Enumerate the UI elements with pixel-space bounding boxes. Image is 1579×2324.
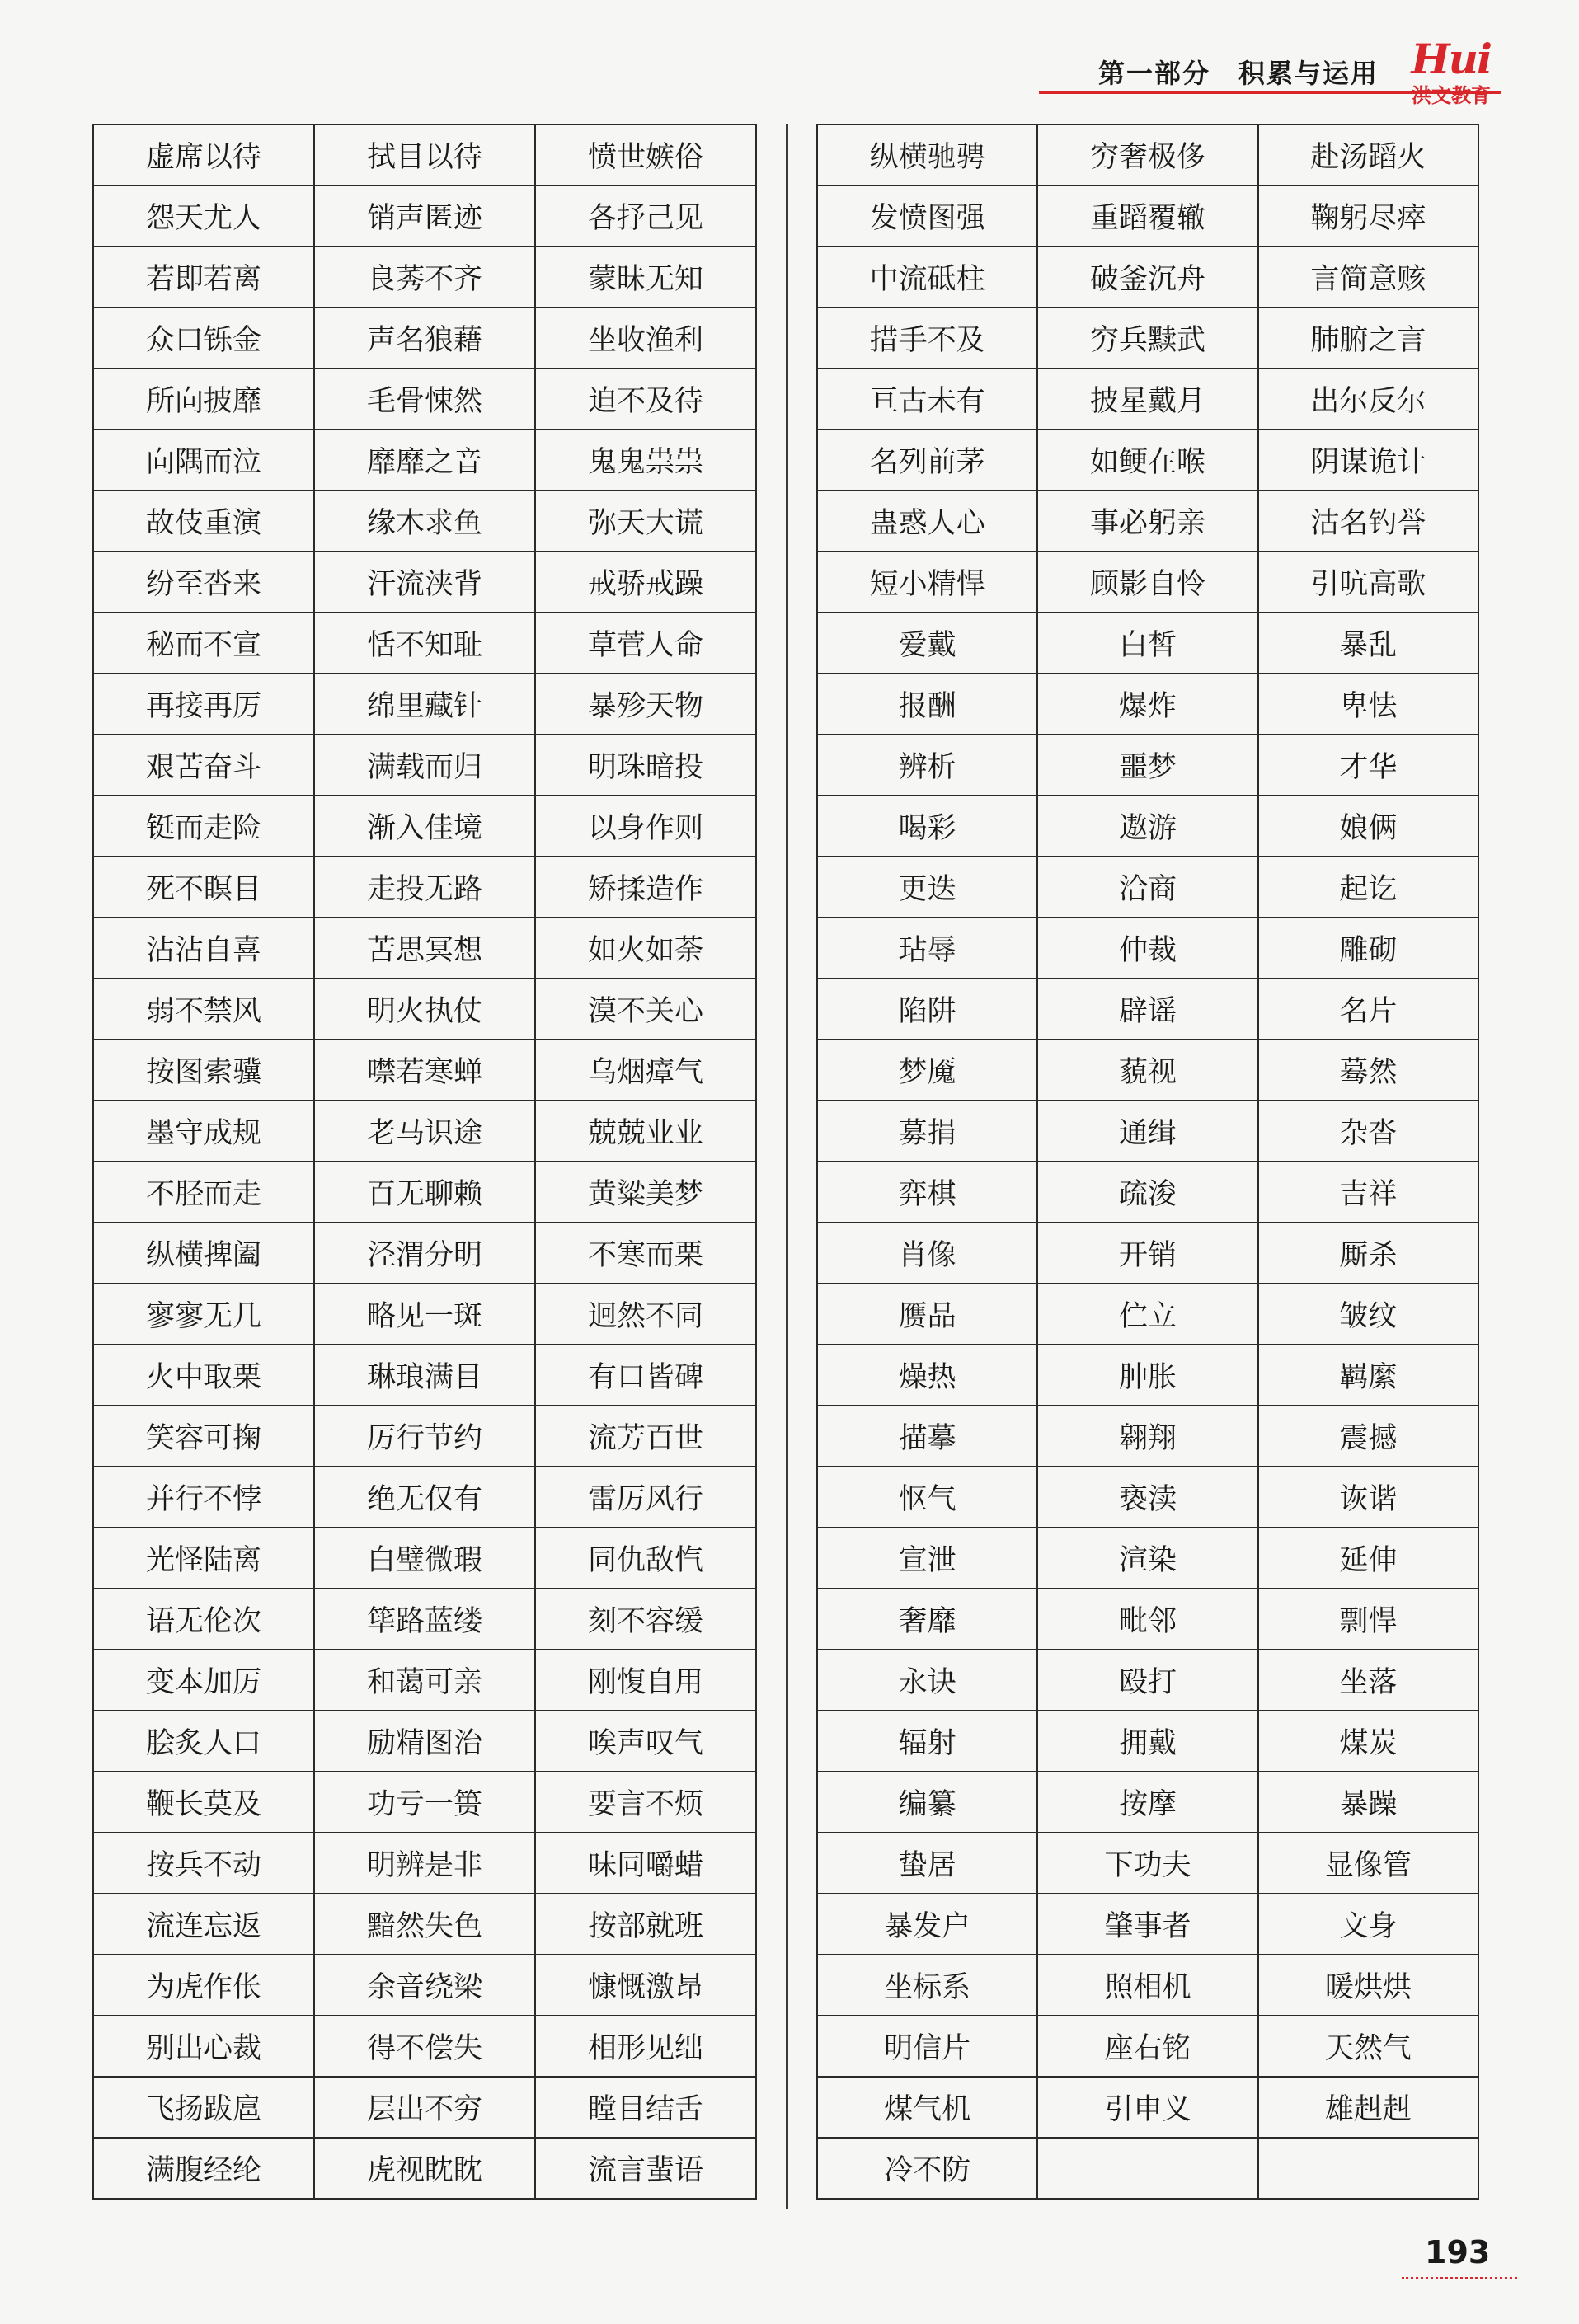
table-row xyxy=(817,979,1478,1040)
word-cell: 刚愎自用 xyxy=(535,1650,756,1711)
word-cell: 梦魇 xyxy=(817,1040,1037,1101)
word-cell: 毗邻 xyxy=(1037,1589,1257,1650)
word-cell: 销声匿迹 xyxy=(314,185,535,246)
word-cell: 更迭 xyxy=(817,857,1037,918)
table-row xyxy=(817,857,1478,918)
table-row xyxy=(817,613,1478,674)
table-row xyxy=(93,1528,756,1589)
word-cell: 报酬 xyxy=(817,674,1037,735)
word-cell: 慷慨激昂 xyxy=(535,1955,756,2016)
table-row xyxy=(817,1040,1478,1101)
word-cell: 和蔼可亲 xyxy=(314,1650,535,1711)
table-row xyxy=(817,491,1478,552)
word-cell: 愤世嫉俗 xyxy=(535,124,756,185)
word-cell: 余音绕梁 xyxy=(314,1955,535,2016)
word-cell: 流连忘返 xyxy=(93,1894,314,1955)
page-number: 193 xyxy=(1425,2234,1491,2270)
word-cell: 永诀 xyxy=(817,1650,1037,1711)
word-cell: 以身作则 xyxy=(535,796,756,857)
word-cell: 纷至沓来 xyxy=(93,552,314,613)
word-cell: 满腹经纶 xyxy=(93,2138,314,2199)
word-cell: 引吭高歌 xyxy=(1258,552,1478,613)
word-cell: 伫立 xyxy=(1037,1284,1257,1345)
word-cell: 穷兵黩武 xyxy=(1037,308,1257,369)
word-cell: 沾沾自喜 xyxy=(93,918,314,979)
table-row xyxy=(93,1650,756,1711)
publisher-logo xyxy=(1389,35,1491,109)
word-cell: 厮杀 xyxy=(1258,1223,1478,1284)
word-cell: 喝彩 xyxy=(817,796,1037,857)
word-cell: 中流砥柱 xyxy=(817,246,1037,308)
word-cell: 辐射 xyxy=(817,1711,1037,1772)
word-cell: 草菅人命 xyxy=(535,613,756,674)
table-row xyxy=(93,1894,756,1955)
word-cell: 洽商 xyxy=(1037,857,1257,918)
word-cell: 飞扬跋扈 xyxy=(93,2077,314,2138)
table-row xyxy=(817,796,1478,857)
word-cell: 怄气 xyxy=(817,1467,1037,1528)
word-cell: 绝无仅有 xyxy=(314,1467,535,1528)
table-row xyxy=(817,1101,1478,1162)
word-cell: 照相机 xyxy=(1037,1955,1257,2016)
word-cell: 瞠目结舌 xyxy=(535,2077,756,2138)
word-cell: 再接再厉 xyxy=(93,674,314,735)
word-cell: 乌烟瘴气 xyxy=(535,1040,756,1101)
word-cell: 秘而不宣 xyxy=(93,613,314,674)
word-cell: 描摹 xyxy=(817,1406,1037,1467)
word-cell: 刻不容缓 xyxy=(535,1589,756,1650)
word-cell: 明信片 xyxy=(817,2016,1037,2077)
table-row xyxy=(817,2138,1478,2199)
word-cell: 死不瞑目 xyxy=(93,857,314,918)
word-cell: 娘俩 xyxy=(1258,796,1478,857)
word-cell: 绵里藏针 xyxy=(314,674,535,735)
table-row xyxy=(93,1955,756,2016)
column-divider xyxy=(786,124,788,2209)
word-cell: 开销 xyxy=(1037,1223,1257,1284)
word-cell: 各抒己见 xyxy=(535,185,756,246)
table-row xyxy=(817,246,1478,308)
table-row xyxy=(93,308,756,369)
word-cell: 唉声叹气 xyxy=(535,1711,756,1772)
word-cell: 短小精悍 xyxy=(817,552,1037,613)
word-cell: 按图索骥 xyxy=(93,1040,314,1101)
table-row xyxy=(93,2077,756,2138)
table-row xyxy=(93,613,756,674)
word-cell: 穷奢极侈 xyxy=(1037,124,1257,185)
word-cell: 渲染 xyxy=(1037,1528,1257,1589)
word-cell: 漠不关心 xyxy=(535,979,756,1040)
table-row xyxy=(817,1894,1478,1955)
word-cell: 白皙 xyxy=(1037,613,1257,674)
table-row xyxy=(93,1711,756,1772)
table-row xyxy=(817,1406,1478,1467)
word-cell: 故伎重演 xyxy=(93,491,314,552)
table-row xyxy=(93,2138,756,2199)
word-cell: 老马识途 xyxy=(314,1101,535,1162)
word-cell: 靡靡之音 xyxy=(314,430,535,491)
word-cell: 艰苦奋斗 xyxy=(93,735,314,796)
word-cell: 语无伦次 xyxy=(93,1589,314,1650)
word-cell: 白璧微瑕 xyxy=(314,1528,535,1589)
word-cell: 下功夫 xyxy=(1037,1833,1257,1894)
word-cell: 引申义 xyxy=(1037,2077,1257,2138)
table-row xyxy=(93,430,756,491)
table-row xyxy=(817,1223,1478,1284)
word-cell: 沽名钓誉 xyxy=(1258,491,1478,552)
word-cell: 蛊惑人心 xyxy=(817,491,1037,552)
word-cell: 宣泄 xyxy=(817,1528,1037,1589)
word-cell: 显像管 xyxy=(1258,1833,1478,1894)
word-cell: 若即若离 xyxy=(93,246,314,308)
word-cell: 鬼鬼祟祟 xyxy=(535,430,756,491)
table-row xyxy=(93,1040,756,1101)
word-cell: 寥寥无几 xyxy=(93,1284,314,1345)
word-cell: 百无聊赖 xyxy=(314,1162,535,1223)
word-cell: 暴躁 xyxy=(1258,1772,1478,1833)
word-cell: 延伸 xyxy=(1258,1528,1478,1589)
word-cell: 走投无路 xyxy=(314,857,535,918)
table-row xyxy=(93,918,756,979)
word-cell: 雷厉风行 xyxy=(535,1467,756,1528)
table-row xyxy=(93,857,756,918)
left-word-table xyxy=(92,124,757,2200)
word-cell: 层出不穷 xyxy=(314,2077,535,2138)
word-cell: 煤气机 xyxy=(817,2077,1037,2138)
table-row xyxy=(817,1284,1478,1345)
word-cell: 编纂 xyxy=(817,1772,1037,1833)
table-row xyxy=(817,674,1478,735)
word-cell: 破釜沉舟 xyxy=(1037,246,1257,308)
word-cell: 流言蜚语 xyxy=(535,2138,756,2199)
table-row xyxy=(817,1528,1478,1589)
word-cell: 要言不烦 xyxy=(535,1772,756,1833)
table-row xyxy=(817,308,1478,369)
table-row xyxy=(93,674,756,735)
table-row xyxy=(93,491,756,552)
table-row xyxy=(93,185,756,246)
word-cell: 缘木求鱼 xyxy=(314,491,535,552)
word-cell: 雕砌 xyxy=(1258,918,1478,979)
word-cell: 脍炙人口 xyxy=(93,1711,314,1772)
word-cell: 翱翔 xyxy=(1037,1406,1257,1467)
word-cell: 火中取栗 xyxy=(93,1345,314,1406)
section-title: 第一部分 积累与运用 xyxy=(1097,58,1379,89)
word-cell: 卑怯 xyxy=(1258,674,1478,735)
table-row xyxy=(817,124,1478,185)
word-cell xyxy=(1037,2138,1257,2199)
word-cell: 相形见绌 xyxy=(535,2016,756,2077)
word-cell: 暴发户 xyxy=(817,1894,1037,1955)
word-cell: 变本加厉 xyxy=(93,1650,314,1711)
word-cell: 筚路蓝缕 xyxy=(314,1589,535,1650)
table-row xyxy=(93,1223,756,1284)
table-row xyxy=(817,2016,1478,2077)
word-cell: 虚席以待 xyxy=(93,124,314,185)
word-cell: 略见一斑 xyxy=(314,1284,535,1345)
table-row xyxy=(817,185,1478,246)
word-cell: 迥然不同 xyxy=(535,1284,756,1345)
word-cell: 虎视眈眈 xyxy=(314,2138,535,2199)
word-cell: 剽悍 xyxy=(1258,1589,1478,1650)
word-cell: 鞠躬尽瘁 xyxy=(1258,185,1478,246)
word-cell: 座右铭 xyxy=(1037,2016,1257,2077)
table-row xyxy=(817,735,1478,796)
word-cell: 所向披靡 xyxy=(93,369,314,430)
word-cell: 励精图治 xyxy=(314,1711,535,1772)
word-cell: 坐收渔利 xyxy=(535,308,756,369)
table-row xyxy=(817,1772,1478,1833)
table-row xyxy=(93,369,756,430)
word-cell: 恬不知耻 xyxy=(314,613,535,674)
word-cell: 辨析 xyxy=(817,735,1037,796)
word-cell: 文身 xyxy=(1258,1894,1478,1955)
word-cell: 按兵不动 xyxy=(93,1833,314,1894)
word-cell: 铤而走险 xyxy=(93,796,314,857)
word-cell: 拭目以待 xyxy=(314,124,535,185)
word-cell: 如火如荼 xyxy=(535,918,756,979)
table-row xyxy=(93,124,756,185)
table-row xyxy=(817,552,1478,613)
word-cell: 藐视 xyxy=(1037,1040,1257,1101)
word-cell: 弥天大谎 xyxy=(535,491,756,552)
word-cell: 有口皆碑 xyxy=(535,1345,756,1406)
word-cell: 毛骨悚然 xyxy=(314,369,535,430)
table-row xyxy=(93,735,756,796)
word-cell: 明火执仗 xyxy=(314,979,535,1040)
word-cell: 纵横驰骋 xyxy=(817,124,1037,185)
word-cell: 暴乱 xyxy=(1258,613,1478,674)
table-row xyxy=(93,1345,756,1406)
table-row xyxy=(817,918,1478,979)
word-cell: 燥热 xyxy=(817,1345,1037,1406)
table-row xyxy=(93,1589,756,1650)
word-cell: 爱戴 xyxy=(817,613,1037,674)
word-cell: 仲裁 xyxy=(1037,918,1257,979)
word-cell: 矫揉造作 xyxy=(535,857,756,918)
word-cell: 赝品 xyxy=(817,1284,1037,1345)
table-row xyxy=(93,1162,756,1223)
word-cell: 按部就班 xyxy=(535,1894,756,1955)
word-cell: 众口铄金 xyxy=(93,308,314,369)
word-cell: 亘古未有 xyxy=(817,369,1037,430)
table-row xyxy=(93,246,756,308)
word-cell: 羁縻 xyxy=(1258,1345,1478,1406)
word-cell: 奢靡 xyxy=(817,1589,1037,1650)
word-cell: 不寒而栗 xyxy=(535,1223,756,1284)
word-cell: 为虎作伥 xyxy=(93,1955,314,2016)
table-row xyxy=(93,1467,756,1528)
table-row xyxy=(93,1284,756,1345)
word-cell: 冷不防 xyxy=(817,2138,1037,2199)
logo-mark: Hui xyxy=(1411,35,1491,83)
word-cell: 肺腑之言 xyxy=(1258,308,1478,369)
word-cell: 功亏一篑 xyxy=(314,1772,535,1833)
word-cell: 汗流浃背 xyxy=(314,552,535,613)
word-cell: 募捐 xyxy=(817,1101,1037,1162)
word-cell: 杂沓 xyxy=(1258,1101,1478,1162)
word-cell: 披星戴月 xyxy=(1037,369,1257,430)
word-cell: 不胫而走 xyxy=(93,1162,314,1223)
word-cell: 向隅而泣 xyxy=(93,430,314,491)
word-cell: 暖烘烘 xyxy=(1258,1955,1478,2016)
page-header xyxy=(1039,35,1501,109)
table-row xyxy=(817,1345,1478,1406)
word-cell: 厉行节约 xyxy=(314,1406,535,1467)
word-cell: 顾影自怜 xyxy=(1037,552,1257,613)
word-cell: 按摩 xyxy=(1037,1772,1257,1833)
table-row xyxy=(93,2016,756,2077)
word-cell: 发愤图强 xyxy=(817,185,1037,246)
word-cell: 鞭长莫及 xyxy=(93,1772,314,1833)
table-row xyxy=(93,1101,756,1162)
word-cell: 良莠不齐 xyxy=(314,246,535,308)
word-cell: 出尔反尔 xyxy=(1258,369,1478,430)
word-cell: 通缉 xyxy=(1037,1101,1257,1162)
table-row xyxy=(817,1589,1478,1650)
word-cell: 戒骄戒躁 xyxy=(535,552,756,613)
word-cell: 味同嚼蜡 xyxy=(535,1833,756,1894)
word-cell: 兢兢业业 xyxy=(535,1101,756,1162)
table-row xyxy=(817,1467,1478,1528)
word-cell: 亵渎 xyxy=(1037,1467,1257,1528)
word-cell: 坐落 xyxy=(1258,1650,1478,1711)
word-cell: 煤炭 xyxy=(1258,1711,1478,1772)
word-cell: 遨游 xyxy=(1037,796,1257,857)
word-cell: 殴打 xyxy=(1037,1650,1257,1711)
word-cell: 黄粱美梦 xyxy=(535,1162,756,1223)
word-cell: 肖像 xyxy=(817,1223,1037,1284)
word-cell: 纵横捭阖 xyxy=(93,1223,314,1284)
table-row xyxy=(93,552,756,613)
word-cell: 名片 xyxy=(1258,979,1478,1040)
word-cell: 暴殄天物 xyxy=(535,674,756,735)
word-cell: 爆炸 xyxy=(1037,674,1257,735)
table-row xyxy=(93,1406,756,1467)
word-cell: 怨天尤人 xyxy=(93,185,314,246)
word-cell: 别出心裁 xyxy=(93,2016,314,2077)
table-row xyxy=(93,1833,756,1894)
table-row xyxy=(817,2077,1478,2138)
word-cell xyxy=(1258,2138,1478,2199)
word-cell: 疏浚 xyxy=(1037,1162,1257,1223)
table-row xyxy=(817,369,1478,430)
word-cell: 肇事者 xyxy=(1037,1894,1257,1955)
table-row xyxy=(93,979,756,1040)
word-cell: 明辨是非 xyxy=(314,1833,535,1894)
word-cell: 阴谋诡计 xyxy=(1258,430,1478,491)
word-cell: 蒙昧无知 xyxy=(535,246,756,308)
word-cell: 苦思冥想 xyxy=(314,918,535,979)
word-cell: 泾渭分明 xyxy=(314,1223,535,1284)
table-row xyxy=(817,1955,1478,2016)
word-cell: 陷阱 xyxy=(817,979,1037,1040)
table-row xyxy=(817,1650,1478,1711)
right-word-table xyxy=(816,124,1479,2200)
word-cell: 笑容可掬 xyxy=(93,1406,314,1467)
table-row xyxy=(817,1162,1478,1223)
word-cell: 声名狼藉 xyxy=(314,308,535,369)
word-cell: 渐入佳境 xyxy=(314,796,535,857)
word-cell: 噤若寒蝉 xyxy=(314,1040,535,1101)
table-row xyxy=(817,1711,1478,1772)
table-row xyxy=(817,430,1478,491)
table-row xyxy=(93,796,756,857)
word-cell: 蛰居 xyxy=(817,1833,1037,1894)
word-cell: 言简意赅 xyxy=(1258,246,1478,308)
word-cell: 事必躬亲 xyxy=(1037,491,1257,552)
word-cell: 玷辱 xyxy=(817,918,1037,979)
word-cell: 得不偿失 xyxy=(314,2016,535,2077)
word-cell: 琳琅满目 xyxy=(314,1345,535,1406)
word-cell: 弈棋 xyxy=(817,1162,1037,1223)
word-cell: 黯然失色 xyxy=(314,1894,535,1955)
word-cell: 起讫 xyxy=(1258,857,1478,918)
word-cell: 满载而归 xyxy=(314,735,535,796)
word-cell: 雄赳赳 xyxy=(1258,2077,1478,2138)
logo-text: 洪文教育 xyxy=(1412,84,1491,107)
word-cell: 肿胀 xyxy=(1037,1345,1257,1406)
word-cell: 墨守成规 xyxy=(93,1101,314,1162)
word-cell: 蓦然 xyxy=(1258,1040,1478,1101)
word-cell: 噩梦 xyxy=(1037,735,1257,796)
word-cell: 流芳百世 xyxy=(535,1406,756,1467)
word-cell: 震撼 xyxy=(1258,1406,1478,1467)
page-number-rule xyxy=(1402,2277,1517,2279)
word-cell: 同仇敌忾 xyxy=(535,1528,756,1589)
word-cell: 如鲠在喉 xyxy=(1037,430,1257,491)
word-cell: 重蹈覆辙 xyxy=(1037,185,1257,246)
word-cell: 吉祥 xyxy=(1258,1162,1478,1223)
word-cell: 并行不悖 xyxy=(93,1467,314,1528)
word-cell: 拥戴 xyxy=(1037,1711,1257,1772)
word-cell: 措手不及 xyxy=(817,308,1037,369)
table-row xyxy=(817,1833,1478,1894)
word-cell: 光怪陆离 xyxy=(93,1528,314,1589)
word-cell: 迫不及待 xyxy=(535,369,756,430)
word-cell: 赴汤蹈火 xyxy=(1258,124,1478,185)
word-cell: 才华 xyxy=(1258,735,1478,796)
word-cell: 辟谣 xyxy=(1037,979,1257,1040)
word-cell: 诙谐 xyxy=(1258,1467,1478,1528)
word-cell: 皱纹 xyxy=(1258,1284,1478,1345)
word-cell: 明珠暗投 xyxy=(535,735,756,796)
word-cell: 名列前茅 xyxy=(817,430,1037,491)
table-row xyxy=(93,1772,756,1833)
word-cell: 天然气 xyxy=(1258,2016,1478,2077)
word-cell: 弱不禁风 xyxy=(93,979,314,1040)
word-cell: 坐标系 xyxy=(817,1955,1037,2016)
